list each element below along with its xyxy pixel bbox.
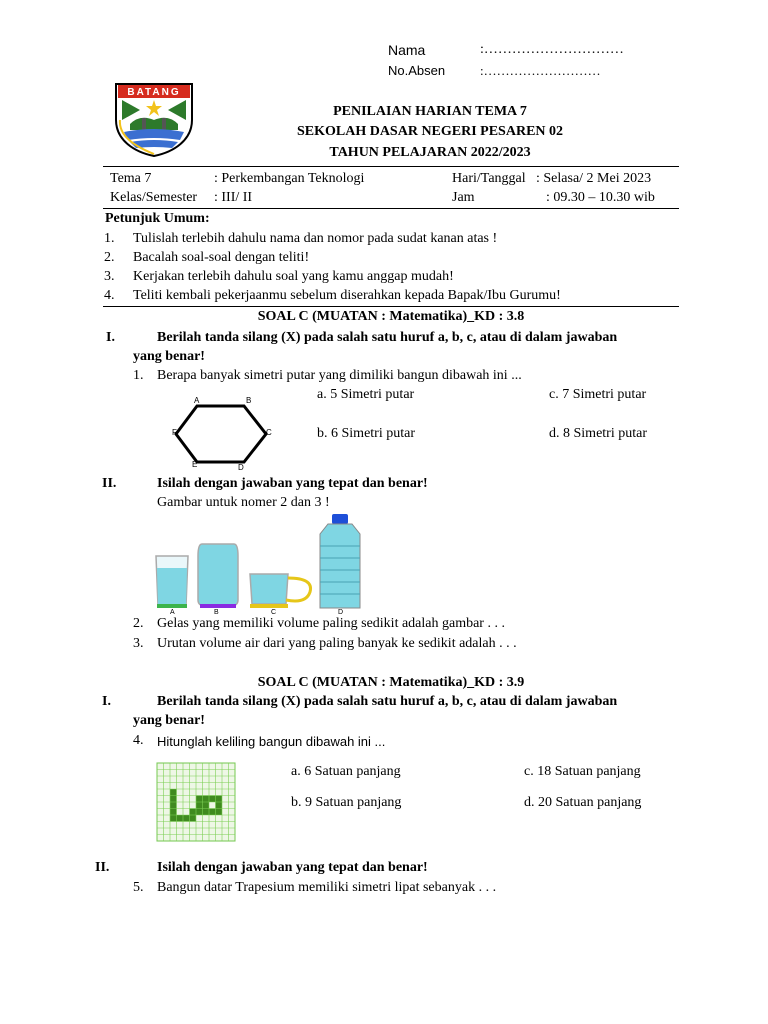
- container-label-c: C: [271, 609, 277, 616]
- grid-shape-cell: [203, 796, 210, 803]
- containers-figure: [150, 512, 370, 616]
- grid-shape-cell: [177, 815, 184, 822]
- grid-shape-cell: [190, 809, 197, 816]
- section1-part1-text-cont: yang benar!: [133, 349, 205, 364]
- jam-value: : 09.30 – 10.30 wib: [546, 190, 655, 205]
- q2-text: Gelas yang memiliki volume paling sedikit adalah gambar . . .: [157, 616, 505, 631]
- section2-part2-text: Isilah dengan jawaban yang tepat dan benar!: [157, 860, 428, 875]
- petunjuk-title: Petunjuk Umum:: [105, 211, 210, 226]
- q2-number: 2.: [133, 616, 144, 631]
- q4-text: Hitunglah keliling bangun dibawah ini ...: [157, 734, 386, 749]
- q1-option-d[interactable]: d. 8 Simetri putar: [549, 426, 647, 441]
- grid-shape-cell: [170, 809, 177, 816]
- q4-option-c[interactable]: c. 18 Satuan panjang: [524, 764, 641, 779]
- grid-shape-cell: [203, 802, 210, 809]
- hex-label-b: B: [246, 396, 252, 405]
- name-field[interactable]: :…………………………: [480, 42, 624, 57]
- divider-petunjuk: [103, 306, 679, 307]
- grid-shape-cell: [209, 796, 216, 803]
- hex-label-d: D: [238, 463, 244, 472]
- divider-header: [103, 166, 679, 167]
- grid-shape-cell: [216, 796, 223, 803]
- petunjuk-num-4: 4.: [104, 288, 115, 303]
- figure-caption: Gambar untuk nomer 2 dan 3 !: [157, 495, 330, 510]
- grid-figure: [157, 763, 235, 843]
- absen-label: No.Absen: [388, 63, 446, 78]
- section1-part2-text: Isilah dengan jawaban yang tepat dan benar!: [157, 476, 428, 491]
- container-label-b: B: [214, 609, 219, 616]
- q3-number: 3.: [133, 636, 144, 651]
- name-label: Nama: [388, 42, 426, 58]
- q1-option-b[interactable]: b. 6 Simetri putar: [317, 426, 415, 441]
- petunjuk-item-1: Tulislah terlebih dahulu nama dan nomor pada sudat kanan atas !: [133, 231, 498, 246]
- hex-label-f: F: [172, 428, 177, 437]
- section2-part1-text-cont: yang benar!: [133, 713, 205, 728]
- absen-field[interactable]: :………………………: [480, 63, 601, 78]
- header-line2: SEKOLAH DASAR NEGERI PESAREN 02: [296, 124, 564, 139]
- kelas-value: : III/ II: [214, 190, 253, 205]
- grid-shape-cell: [170, 789, 177, 796]
- section2-part2-num: II.: [95, 860, 110, 875]
- q1-option-a[interactable]: a. 5 Simetri putar: [317, 387, 415, 402]
- q4-option-a[interactable]: a. 6 Satuan panjang: [291, 764, 401, 779]
- container-label-a: A: [170, 609, 175, 616]
- grid-shape-cell: [183, 815, 190, 822]
- section1-part1-text: Berilah tanda silang (X) pada salah satu huruf a, b, c, atau di dalam jawaban: [157, 330, 618, 345]
- container-label-d: D: [338, 609, 344, 616]
- kelas-label: Kelas/Semester: [110, 190, 198, 205]
- q3-text: Urutan volume air dari yang paling banyak ke sedikit adalah . . .: [157, 636, 517, 651]
- grid-shape-cell: [196, 802, 203, 809]
- grid-shape-cell: [170, 815, 177, 822]
- hari-label: Hari/Tanggal: [452, 171, 526, 186]
- hexagon-figure: [168, 393, 278, 475]
- grid-shape-cell: [209, 809, 216, 816]
- grid-shape-cell: [216, 802, 223, 809]
- q4-number: 4.: [133, 733, 144, 748]
- hex-label-e: E: [192, 460, 198, 469]
- jam-label: Jam: [452, 190, 475, 205]
- petunjuk-item-3: Kerjakan terlebih dahulu soal yang kamu anggap mudah!: [133, 269, 454, 284]
- grid-shape-cell: [190, 815, 197, 822]
- grid-shape-cell: [203, 809, 210, 816]
- grid-shape-cell: [170, 796, 177, 803]
- section2-title: SOAL C (MUATAN : Matematika)_KD : 3.9: [257, 675, 525, 690]
- q1-option-c[interactable]: c. 7 Simetri putar: [549, 387, 647, 402]
- hex-label-c: C: [266, 428, 272, 437]
- q5-text: Bangun datar Trapesium memiliki simetri lipat sebanyak . . .: [157, 880, 497, 895]
- q4-option-d[interactable]: d. 20 Satuan panjang: [524, 795, 642, 810]
- q1-text: Berapa banyak simetri putar yang dimiliki bangun dibawah ini ...: [157, 368, 522, 383]
- grid-shape-cell: [216, 809, 223, 816]
- q4-option-b[interactable]: b. 9 Satuan panjang: [291, 795, 402, 810]
- header-line3: TAHUN PELAJARAN 2022/2023: [329, 145, 531, 160]
- grid-shape-cell: [170, 802, 177, 809]
- tema-label: Tema 7: [110, 171, 152, 186]
- header-line1: PENILAIAN HARIAN TEMA 7: [333, 104, 527, 119]
- tema-value: : Perkembangan Teknologi: [214, 171, 365, 186]
- hari-value: : Selasa/ 2 Mei 2023: [536, 171, 652, 186]
- section2-part1-text: Berilah tanda silang (X) pada salah satu huruf a, b, c, atau di dalam jawaban: [157, 694, 618, 709]
- section1-title: SOAL C (MUATAN : Matematika)_KD : 3.8: [257, 309, 525, 324]
- hex-label-a: A: [194, 396, 200, 405]
- petunjuk-num-2: 2.: [104, 250, 115, 265]
- q1-number: 1.: [133, 368, 144, 383]
- logo-text: BATANG: [127, 87, 181, 98]
- batang-logo: [110, 80, 198, 158]
- section1-part1-num: I.: [106, 330, 115, 345]
- grid-shape-cell: [196, 796, 203, 803]
- section1-part2-num: II.: [102, 476, 117, 491]
- petunjuk-num-3: 3.: [104, 269, 115, 284]
- grid-shape-cell: [196, 809, 203, 816]
- q5-number: 5.: [133, 880, 144, 895]
- petunjuk-item-2: Bacalah soal-soal dengan teliti!: [133, 250, 310, 265]
- petunjuk-item-4: Teliti kembali pekerjaanmu sebelum diserahkan kepada Bapak/Ibu Gurumu!: [133, 288, 561, 303]
- section2-part1-num: I.: [102, 694, 111, 709]
- petunjuk-num-1: 1.: [104, 231, 115, 246]
- divider-info: [103, 208, 679, 209]
